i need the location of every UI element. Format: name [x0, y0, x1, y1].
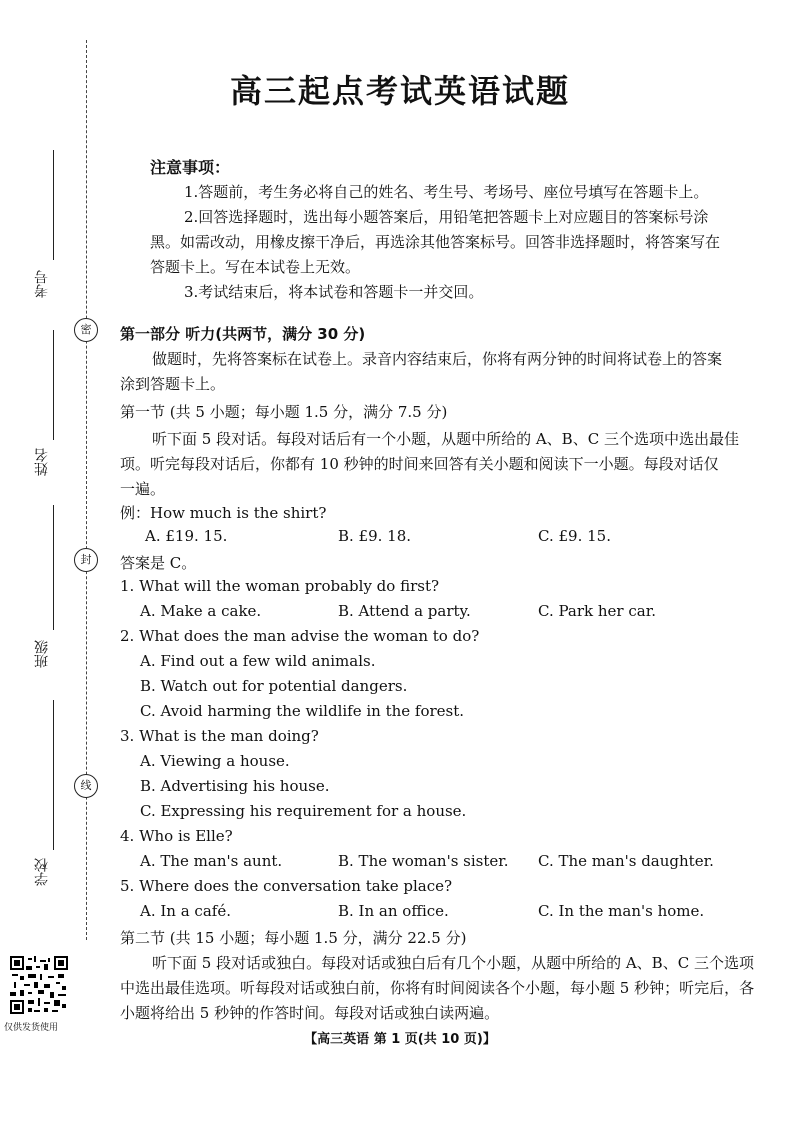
example-option-b: B. £9. 18.: [338, 527, 412, 545]
xingming-blank-line: [53, 330, 54, 440]
q2-option-c: C. Avoid harming the wildlife in the forest.: [140, 702, 465, 720]
banji-blank-line: [53, 505, 54, 630]
question-4: 4. Who is Elle?: [120, 827, 233, 845]
example-question: 例：How much is the shirt?: [120, 504, 327, 522]
question-2: 2. What does the man advise the woman to do?: [120, 627, 480, 645]
notes-item-3: 3.考试结束后，将本试卷和答题卡一并交回。: [184, 283, 484, 301]
part1-intro-b: 涂到答题卡上。: [120, 375, 226, 393]
q4-option-b: B. The woman's sister.: [338, 852, 509, 870]
section1-heading: 第一节 (共 5 小题；每小题 1.5 分，满分 7.5 分): [120, 403, 448, 421]
notes-heading: 注意事项：: [150, 158, 231, 177]
section1-intro-a: 听下面 5 段对话。每段对话后有一个小题，从题中所给的 A、B、C 三个选项中选出最佳: [152, 430, 739, 448]
q3-option-c: C. Expressing his requirement for a house.: [140, 802, 467, 820]
example-answer: 答案是 C。: [120, 554, 197, 572]
notes-item-2a: 2.回答选择题时，选出每小题答案后，用铅笔把答题卡上对应题目的答案标号涂: [184, 208, 709, 226]
q3-option-a: A. Viewing a house.: [140, 752, 290, 770]
q2-option-b: B. Watch out for potential dangers.: [140, 677, 408, 695]
seal-mark-mi: 密: [74, 318, 98, 342]
question-1: 1. What will the woman probably do first?: [120, 577, 440, 595]
q3-option-b: B. Advertising his house.: [140, 777, 330, 795]
section2-intro-a: 听下面 5 段对话或独白。每段对话或独白后有几个小题，从题中所给的 A、B、C 三个选项: [152, 954, 754, 972]
q1-option-c: C. Park her car.: [538, 602, 656, 620]
kaohao-label: 考号: [34, 270, 50, 298]
q1-option-b: B. Attend a party.: [338, 602, 471, 620]
qr-caption: 仅供发货使用: [4, 1023, 59, 1033]
part1-intro-a: 做题时，先将答案标在试卷上。录音内容结束后，你将有两分钟的时间将试卷上的答案: [152, 350, 723, 368]
section2-heading: 第二节 (共 15 小题；每小题 1.5 分，满分 22.5 分): [120, 929, 467, 947]
q5-option-c: C. In the man's home.: [538, 902, 705, 920]
banji-label: 班级: [34, 640, 50, 668]
xuexiao-label: 学校: [34, 858, 50, 886]
section1-intro-c: 一遍。: [120, 480, 166, 498]
seal-mark-xian: 线: [74, 774, 98, 798]
section1-intro-b: 项。听完每段对话后，你都有 10 秒钟的时间来回答有关小题和阅读下一小题。每段对话仅: [120, 455, 719, 473]
q2-option-a: A. Find out a few wild animals.: [140, 652, 376, 670]
notes-item-2c: 答题卡上。写在本试卷上无效。: [150, 258, 361, 276]
q4-option-c: C. The man's daughter.: [538, 852, 714, 870]
section2-intro-b: 中选出最佳选项。听每段对话或独白前，你将有时间阅读各个小题，每小题 5 秒钟；听完后，各: [120, 979, 755, 997]
q5-option-b: B. In an office.: [338, 902, 449, 920]
section2-intro-c: 小题将给出 5 秒钟的作答时间。每段对话或独白读两遍。: [120, 1004, 500, 1022]
xuexiao-blank-line: [53, 700, 54, 850]
kaohao-blank-line: [53, 150, 54, 260]
part1-heading: 第一部分 听力(共两节，满分 30 分): [120, 325, 366, 343]
q5-option-a: A. In a café.: [140, 902, 231, 920]
q1-option-a: A. Make a cake.: [140, 602, 262, 620]
question-5: 5. Where does the conversation take place?: [120, 877, 453, 895]
notes-item-1: 1.答题前，考生务必将自己的姓名、考生号、考场号、座位号填写在答题卡上。: [184, 183, 709, 201]
seal-mark-feng: 封: [74, 548, 98, 572]
xingming-label: 姓名: [34, 448, 50, 476]
page-footer: 【高三英语 第 1 页(共 10 页)】: [304, 1032, 496, 1047]
question-3: 3. What is the man doing?: [120, 727, 319, 745]
binding-dashed-line: [86, 40, 87, 940]
example-option-c: C. £9. 15.: [538, 527, 611, 545]
example-option-a: A. £19. 15.: [145, 527, 228, 545]
page-title: 高三起点考试英语试题: [229, 72, 570, 110]
notes-item-2b: 黑。如需改动，用橡皮擦干净后，再选涂其他答案标号。回答非选择题时，将答案写在: [150, 233, 721, 251]
qr-code-icon: [10, 956, 68, 1014]
q4-option-a: A. The man's aunt.: [140, 852, 283, 870]
